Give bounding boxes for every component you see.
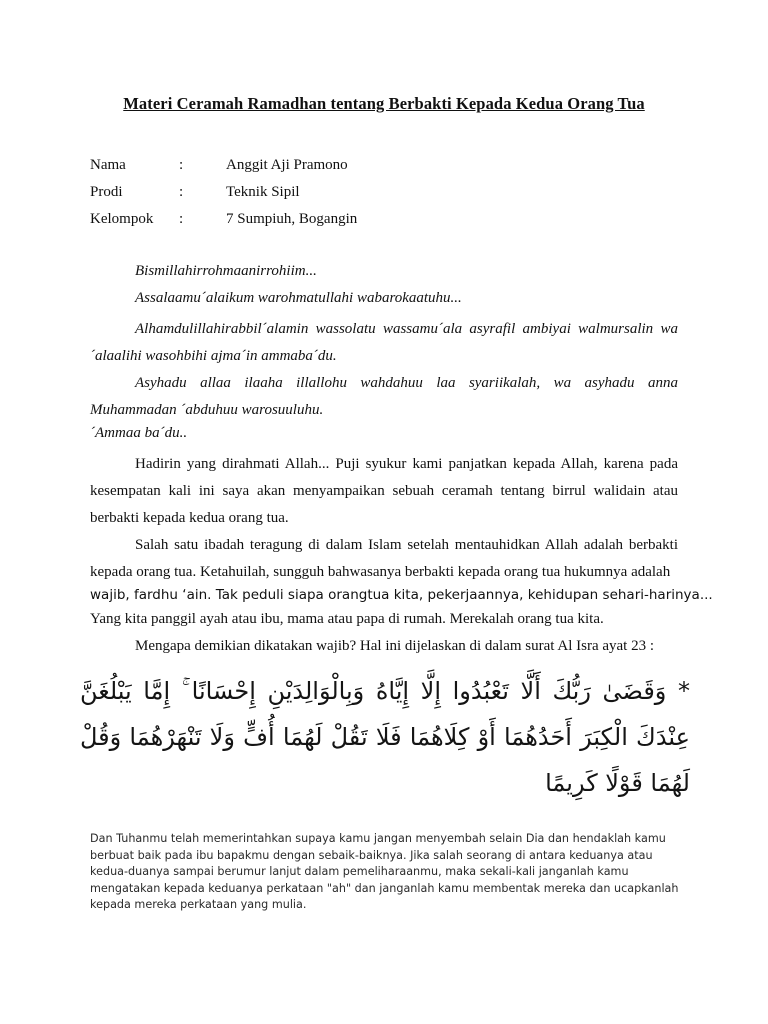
document-title: Materi Ceramah Ramadhan tentang Berbakti Kepada Kedua Orang Tua xyxy=(123,94,645,113)
identity-key: Kelompok xyxy=(90,211,154,227)
paragraph-wajib-line: wajib, fardhu ‘ain. Tak peduli siapa orangtua kita, pekerjaannya, kehidupan sehari-harinya... xyxy=(90,587,713,603)
ammaba-line: ´Ammaa ba´du.. xyxy=(90,425,188,441)
identity-key: Prodi xyxy=(90,184,123,200)
identity-key: Nama xyxy=(90,157,126,173)
verse-translation: Dan Tuhanmu telah memerintahkan supaya kamu jangan menyembah selain Dia dan hendaklah kamu berbuat baik pada ibu bapakmu dengan sebaik-baiknya. Jika salah seorang di antara keduanya atau kedua-duanya sampai berumur lanjut dalam pemeliharaanmu, maka sekali-kali janganlah kamu mengatakan kepada keduanya perkataan "ah" dan janganlah kamu membentak mereka dan ucapkanlah kepada mereka perkataan yang mulia. xyxy=(90,832,679,911)
identity-colon: : xyxy=(179,211,184,227)
identity-value: Anggit Aji Pramono xyxy=(226,157,348,173)
arabic-verse-text: وَقَضَىٰ رَبُّكَ أَلَّا تَعْبُدُوا إِلَّا إِيَّاهُ وَبِالْوَالِدَيْنِ إِحْسَانًا ۚ إِمَّا يَبْلُغَنَّ عِنْدَكَ الْكِبَرَ أَحَدُهُمَا أَوْ كِلَاهُمَا فَلَا تَقُلْ لَهُمَا أُفٍّ وَلَا تَنْهَرْهُمَا وَقُلْ لَهُمَا قَوْلًا كَرِيمًا xyxy=(80,677,690,797)
arabic-verse-al-isra-23 xyxy=(80,668,690,806)
paragraph-salah-satu: Salah satu ibadah teragung di dalam Islam setelah mentauhidkan Allah adalah berbakti kepada orang tua. Ketahuilah, sungguh bahwasanya berbakti kepada orang tua hukumnya adalah xyxy=(90,537,678,580)
syahadat-paragraph: Asyhadu allaa ilaaha illallohu wahdahuu laa syariikalah, wa asyhadu anna Muhammadan ´abduhuu warosuuluhu. xyxy=(90,375,678,418)
identity-colon: : xyxy=(179,157,184,173)
paragraph-mengapa: Mengapa demikian dikatakan wajib? Hal ini dijelaskan di dalam surat Al Isra ayat 23 : xyxy=(135,638,655,654)
verse-marker: * xyxy=(677,677,690,705)
hamdalah-paragraph: Alhamdulillahirabbil´alamin wassolatu wassamu´ala asyrafil ambiyai walmursalin wa´alaalihi wasohbihi ajma´in ammaba´du. xyxy=(90,321,678,364)
bismillah-line: Bismillahirrohmaanirrohiim... xyxy=(135,263,317,279)
paragraph-hadirin: Hadirin yang dirahmati Allah... Puji syukur kami panjatkan kepada Allah, karena pada kesempatan kali ini saya akan menyampaikan sebuah ceramah tentang birrul walidain atau berbakti kepada kedua orang tua. xyxy=(90,456,678,526)
identity-value: Teknik Sipil xyxy=(226,184,300,200)
paragraph-ayah-ibu-line: Yang kita panggil ayah atau ibu, mama atau papa di rumah. Merekalah orang tua kita. xyxy=(90,611,604,627)
salam-line: Assalaamu´alaikum warohmatullahi wabarokaatuhu... xyxy=(135,290,462,306)
identity-value: 7 Sumpiuh, Bogangin xyxy=(226,211,358,227)
identity-colon: : xyxy=(179,184,184,200)
